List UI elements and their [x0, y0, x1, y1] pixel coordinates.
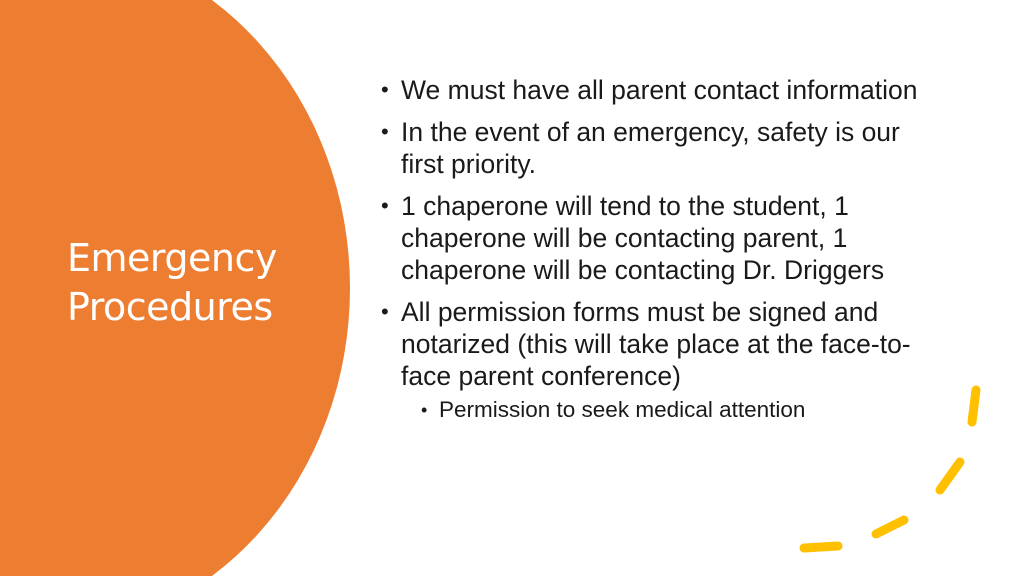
title-line-1: Emergency — [67, 236, 277, 280]
arc-dash-3 — [876, 520, 904, 534]
bullet-item: • We must have all parent contact information — [381, 74, 946, 106]
arc-dash-2 — [940, 462, 960, 490]
bullet-item: • 1 chaperone will tend to the student, 1 chaperone will be contacting parent, 1 chaperone will be contacting Dr. Driggers — [381, 190, 946, 286]
slide-title — [67, 234, 327, 332]
bullet-item: • All permission forms must be signed and notarized (this will take place at the face-to-face parent conference) — [381, 296, 946, 392]
bullet-item: • In the event of an emergency, safety is our first priority. — [381, 116, 946, 180]
sub-bullet-item: • Permission to seek medical attention — [381, 396, 961, 424]
title-line-2: Procedures — [67, 285, 273, 329]
arc-dash-1 — [972, 390, 976, 422]
decorative-dashed-arc — [780, 370, 1024, 576]
arc-dash-4 — [804, 546, 838, 548]
